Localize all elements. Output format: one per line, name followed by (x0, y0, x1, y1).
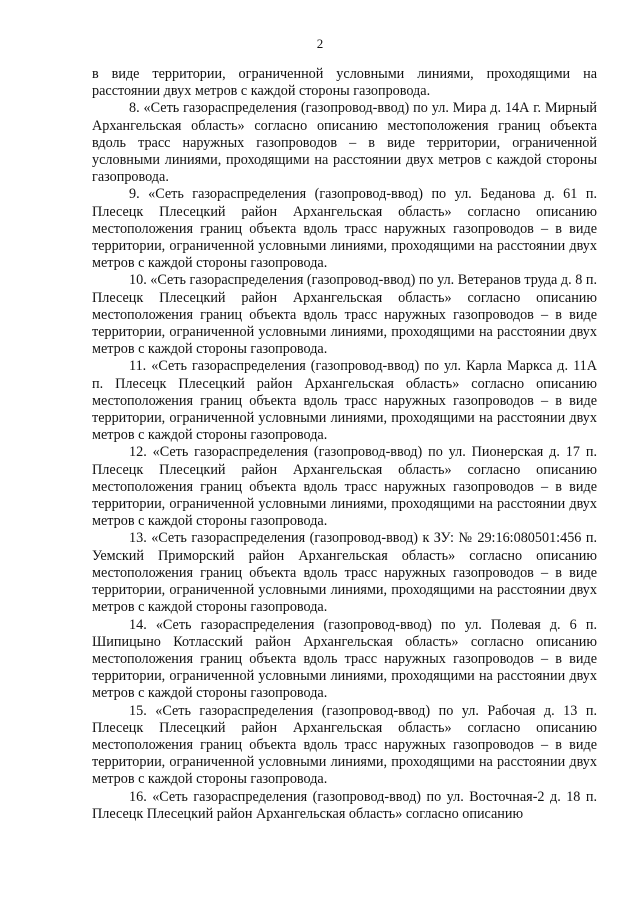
paragraph-continuation: в виде территории, ограниченной условными линиями, проходящими на расстоянии двух метров с каждой стороны газопровода. (92, 66, 597, 100)
paragraph-item-14: 14. «Сеть газораспределения (газопровод-ввод) по ул. Полевая д. 6 п. Шипицыно Котласский район Архангельская область» согласно описанию местоположения границ объекта вдоль трасс наружных газопроводов – в виде территории, ограниченной условными линиями, проходящими на расстоянии двух метров с каждой стороны газопровода. (92, 616, 597, 702)
page-number: 2 (316, 36, 324, 51)
paragraph-item-10: 10. «Сеть газораспределения (газопровод-ввод) по ул. Ветеранов труда д. 8 п. Плесецк Плесецкий район Архангельская область» согласно описанию местоположения границ объекта вдоль трасс наружных газопроводов – в виде территории, ограниченной условными линиями, проходящими на расстоянии двух метров с каждой стороны газопровода. (92, 272, 597, 358)
paragraph-item-9: 9. «Сеть газораспределения (газопровод-ввод) по ул. Беданова д. 61 п. Плесецк Плесецкий район Архангельская область» согласно описанию местоположения границ объекта вдоль трасс наружных газопроводов – в виде территории, ограниченной условными линиями, проходящими на расстоянии двух метров с каждой стороны газопровода. (92, 186, 597, 272)
paragraph-item-8: 8. «Сеть газораспределения (газопровод-ввод) по ул. Мира д. 14А г. Мирный Архангельская область» согласно описанию местоположения границ объекта вдоль трасс наружных газопроводов – в виде территории, ограниченной условными линиями, проходящими на расстоянии двух метров с каждой стороны газопровода. (92, 100, 597, 186)
document-body (92, 66, 597, 823)
paragraph-item-16: 16. «Сеть газораспределения (газопровод-ввод) по ул. Восточная-2 д. 18 п. Плесецк Плесецкий район Архангельская область» согласно описанию (92, 788, 597, 822)
paragraph-item-15: 15. «Сеть газораспределения (газопровод-ввод) по ул. Рабочая д. 13 п. Плесецк Плесецкий район Архангельская область» согласно описанию местоположения границ объекта вдоль трасс наружных газопроводов – в виде территории, ограниченной условными линиями, проходящими на расстоянии двух метров с каждой стороны газопровода. (92, 702, 597, 788)
paragraph-item-13: 13. «Сеть газораспределения (газопровод-ввод) к ЗУ: № 29:16:080501:456 п. Уемский Приморский район Архангельская область» согласно описанию местоположения границ объекта вдоль трасс наружных газопроводов – в виде территории, ограниченной условными линиями, проходящими на расстоянии двух метров с каждой стороны газопровода. (92, 530, 597, 616)
paragraph-item-12: 12. «Сеть газораспределения (газопровод-ввод) по ул. Пионерская д. 17 п. Плесецк Плесецкий район Архангельская область» согласно описанию местоположения границ объекта вдоль трасс наружных газопроводов – в виде территории, ограниченной условными линиями, проходящими на расстоянии двух метров с каждой стороны газопровода. (92, 444, 597, 530)
paragraph-item-11: 11. «Сеть газораспределения (газопровод-ввод) по ул. Карла Маркса д. 11А п. Плесецк Плесецкий район Архангельская область» согласно описанию местоположения границ объекта вдоль трасс наружных газопроводов – в виде территории, ограниченной условными линиями, проходящими на расстоянии двух метров с каждой стороны газопровода. (92, 358, 597, 444)
